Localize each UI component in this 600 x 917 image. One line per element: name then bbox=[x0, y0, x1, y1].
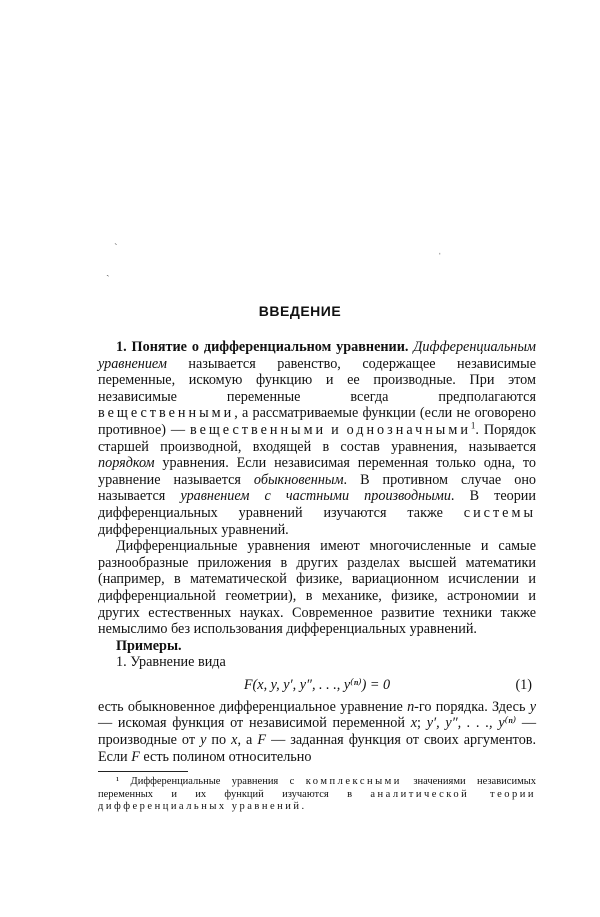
footnote-marker: ¹ bbox=[116, 776, 120, 788]
spaced-word: однозначными bbox=[346, 421, 471, 438]
text-run: -го порядка. Здесь bbox=[414, 698, 526, 715]
examples-heading: Примеры. bbox=[116, 637, 182, 654]
scan-mark: ˈ bbox=[438, 251, 442, 263]
equation-number: (1) bbox=[515, 676, 532, 693]
text-run: Дифференциальные уравнения с bbox=[130, 776, 295, 788]
math-var: y bbox=[529, 698, 537, 715]
footnote bbox=[98, 776, 536, 814]
text-run: уравнения. Если независимая переменная только одна, то уравнение называется bbox=[98, 455, 537, 488]
spaced-word: комплексными bbox=[305, 776, 402, 788]
math-var: F bbox=[131, 748, 140, 765]
text-run: . Порядок старшей производной, входящей в состав уравнения, называется bbox=[98, 421, 537, 455]
section-heading: 1. Понятие о дифференциальном уравнении. bbox=[116, 339, 409, 355]
footnote-divider bbox=[98, 771, 188, 772]
math-var: x bbox=[231, 732, 238, 749]
text-run: . В теории дифференциальных уравнений изучаются также bbox=[98, 488, 536, 521]
chapter-title: ВВЕДЕНИЕ bbox=[258, 303, 342, 319]
spaced-word: и bbox=[331, 421, 342, 438]
text-run: дифференциальных уравнений. bbox=[98, 521, 289, 538]
spaced-word: вещественными bbox=[98, 405, 235, 422]
text-run: есть полином относительно bbox=[143, 748, 312, 765]
text-run: в bbox=[347, 788, 353, 800]
spaced-word: аналитической теории дифференциальных уравнений bbox=[98, 788, 537, 813]
footnote-ref: 1 bbox=[470, 420, 476, 431]
main-text bbox=[98, 339, 536, 814]
text-run: , а bbox=[237, 732, 253, 749]
spaced-word: вещественными bbox=[189, 421, 327, 438]
text-run: значениями независимых переменных и их функций изучаются bbox=[98, 776, 537, 800]
text-run: . bbox=[301, 801, 305, 813]
text-run: . В противном случае оно называется bbox=[98, 471, 537, 505]
scan-mark: ˏ bbox=[106, 265, 110, 277]
math-var: F bbox=[257, 732, 267, 749]
text-run: , а рассматриваемые функции (если не оговорено противное) — bbox=[98, 405, 536, 438]
math-var: x bbox=[410, 715, 418, 732]
paragraph-explanation bbox=[98, 699, 536, 765]
text-run: — заданная функция от своих аргументов. Если bbox=[98, 732, 537, 765]
example-intro: 1. Уравнение вида bbox=[116, 654, 226, 671]
math-var: n bbox=[407, 698, 415, 715]
scan-mark: ˋ bbox=[114, 242, 118, 254]
spaced-word: системы bbox=[463, 504, 536, 521]
term-order: порядком bbox=[98, 455, 155, 472]
paragraph-applications: Дифференциальные уравнения имеют многочисленные и самые разнообразные приложения в других разделах высшей математики (например, в математической физике, вариационном исчислении и дифференциальной геометрии), в механике, физике, астрономии и других естественных науках. Современное развитие техники также немыслимо без использования дифференциальных уравнений. bbox=[98, 538, 536, 638]
paragraph-definition bbox=[98, 339, 536, 538]
term-ordinary: обыкновенным bbox=[253, 471, 344, 488]
text-run: по bbox=[211, 732, 227, 749]
text-run: ; bbox=[417, 715, 421, 732]
text-run: называется равенство, содержащее независимые переменные, искомую функцию и ее производные. При этом независимые переменные всегда предполагаются bbox=[98, 355, 536, 405]
equation-formula: F(x, y, y′, y″, . . ., y⁽ⁿ⁾) = 0 bbox=[243, 676, 391, 693]
text-run: — искомая функция от независимой переменной bbox=[98, 715, 405, 732]
defined-term: Дифференциальным уравнением bbox=[98, 339, 536, 372]
term-partial: уравнением с частными производными bbox=[180, 488, 451, 505]
math-var: y bbox=[200, 732, 207, 749]
text-run: есть обыкновенное дифференциальное уравнение bbox=[98, 698, 403, 715]
math-expr: y′, y″, . . ., y⁽ⁿ⁾ bbox=[426, 715, 517, 732]
equation-block bbox=[98, 673, 536, 699]
text-run: — производные от bbox=[98, 715, 537, 749]
